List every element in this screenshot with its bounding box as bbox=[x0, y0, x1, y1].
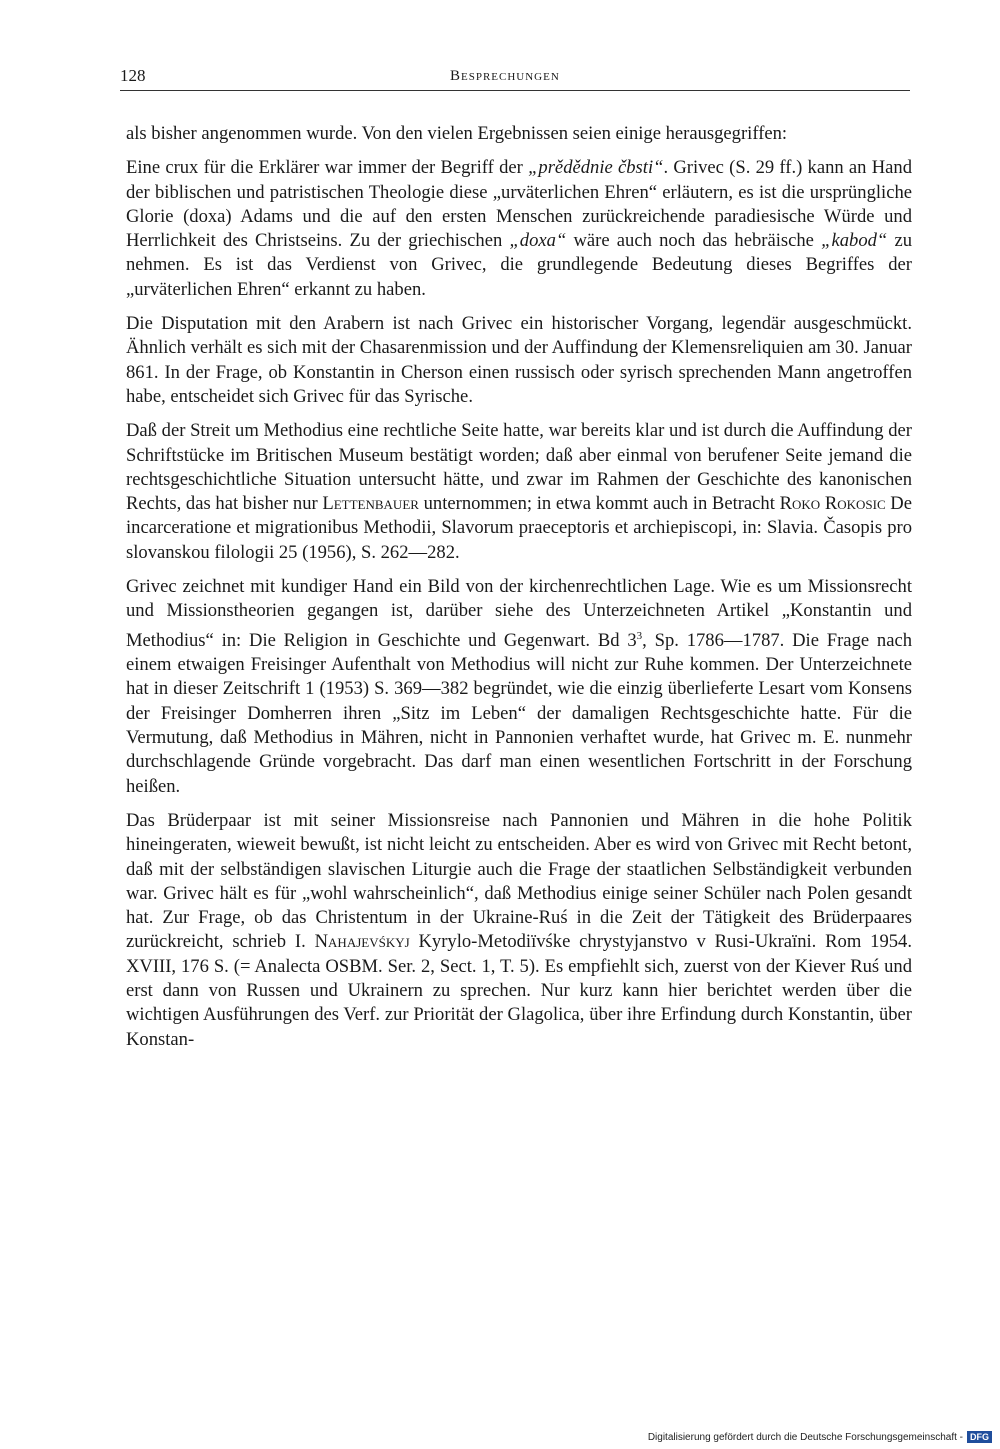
author-rokosic: Roko Rokosic bbox=[779, 493, 886, 515]
body-text bbox=[126, 122, 912, 1062]
edition-superscript: 3 bbox=[636, 629, 643, 642]
term-kabod: „kabod“ bbox=[821, 230, 888, 252]
paragraph-1: als bisher angenommen wurde. Von den vielen Ergebnissen seien einige herausgegriffen: bbox=[126, 123, 788, 144]
running-head: Besprechungen bbox=[450, 68, 560, 84]
term-doxa: „doxa“ bbox=[509, 230, 567, 252]
footer-credit: Digitalisierung gefördert durch die Deutsche Forschungsgemeinschaft - bbox=[647, 1431, 963, 1443]
paragraph-4: Daß der Streit um Methodius eine rechtliche Seite hatte, war bereits klar und ist durch die Auffindung der Schriftstücke im Britischen Museum bestätigt worden; daß aber einmal von berufener Seite jemand die rechtsgeschichtliche Situation untersucht hätte, und zwar im Rahmen der Geschichte des kanonischen Rechts, das hat bisher nur Lettenbauer unternommen; in etwa kommt auch in Betracht Roko Rokosic De incarceratione et migrationibus Methodii, Slavorum praeceptoris et archiepiscopi, in: Slavia. Časopis pro slovanskou filologii 25 (1956), S. 262—282. bbox=[126, 420, 912, 563]
paragraph-2: Eine crux für die Erklärer war immer der Begriff der „prědědnie čbsti“. Grivec (S. 29 ff.) kann an Hand der biblischen und patristischen Theologie diese „urväterlichen Ehren“ erläutern, es ist die ursprüngliche Glorie (doxa) Adams und die auf den ersten Menschen zurückreichende paradiesische Würde und Herrlichkeit des Christseins. Zu der griechischen „doxa“ wäre auch noch das hebräische „kabod“ zu nehmen. Es ist das Verdienst von Grivec, die grundlegende Bedeutung dieses Begriffes der „urväterlichen Ehren“ erkannt zu haben. bbox=[126, 157, 912, 300]
paragraph-5: Grivec zeichnet mit kundiger Hand ein Bild von der kirchenrechtlichen Lage. Wie es um Missionsrecht und Missionstheorien gegangen ist, darüber siehe des Unterzeichneten Artikel „Konstantin und Methodius“ in: Die Religion in Geschichte und Gegenwart. Bd $3^3$, Sp. 1786—1787. Die Frage nach einem etwaigen Freisinger Aufenthalt von Methodius will nicht zur Ruhe kommen. Der Unterzeichnete hat in dieser Zeitschrift 1 (1953) S. 369—382 begründet, wie die einzig überlieferte Lesart vom Konsens der Freisinger Domherren ihren „Sitz im Leben“ der damaligen Rechtsgeschichte hatte. Für die Vermutung, daß Methodius in Mähren, nicht in Pannonien verhaftet wurde, hat Grivec m. E. nunmehr durchschlagende Gründe vorgebracht. Das darf man einen wesentlichen Fortschritt in der Forschung heißen. bbox=[126, 576, 913, 797]
paragraph-3: Die Disputation mit den Arabern ist nach Grivec ein historischer Vorgang, legendär ausgeschmückt. Ähnlich verhält es sich mit der Chasarenmission und der Auffindung der Klemensreliquien am 30. Januar 861. In der Frage, ob Konstantin in Cherson einen russisch oder syrisch sprechenden Mann angetroffen habe, entscheidet sich Grivec für das Syrische. bbox=[126, 313, 912, 407]
paragraph-6: Das Brüderpaar ist mit seiner Missionsreise nach Pannonien und Mähren in die hohe Politik hineingeraten, wieweit bewußt, ist nicht leicht zu entscheiden. Aber es wird von Grivec mit Recht betont, daß mit der selbständigen slavischen Liturgie auch die Frage der staatlichen Selbständigkeit verbunden war. Grivec hält es für „wohl wahrscheinlich“, daß Methodius einige seiner Schüler nach Polen gesandt hat. Zur Frage, ob das Christentum in der Ukraine-Ruś in die Zeit der Tätigkeit des Brüderpaares zurückreicht, schrieb I. Nahajevśkyj Kyrylo-Metodiïvśke chrystyjanstvo v Rusi-Ukraïni. Rom 1954. XVIII, 176 S. (= Analecta OSBM. Ser. 2, Sect. 1, T. 5). Es empfiehlt sich, zuerst von der Kiever Ruś und erst dann von Russen und Ukrainern zu sprechen. Nur kurz kann hier berichtet werden über die wichtigen Ausführungen des Verf. zur Priorität der Glagolica, über ihre Erfindung durch Konstantin, über Konstan- bbox=[126, 809, 912, 1050]
term-predednie-cbsti: „prědědnie čbsti“ bbox=[528, 157, 664, 179]
page-header bbox=[120, 66, 910, 90]
header-rule bbox=[120, 90, 910, 91]
author-lettenbauer: Lettenbauer bbox=[322, 493, 419, 515]
digitization-footer bbox=[648, 1431, 992, 1443]
author-nahajevskyj: Nahajevśkyj bbox=[314, 931, 410, 953]
page-number: 128 bbox=[120, 66, 146, 85]
dfg-logo: DFG bbox=[967, 1431, 992, 1443]
